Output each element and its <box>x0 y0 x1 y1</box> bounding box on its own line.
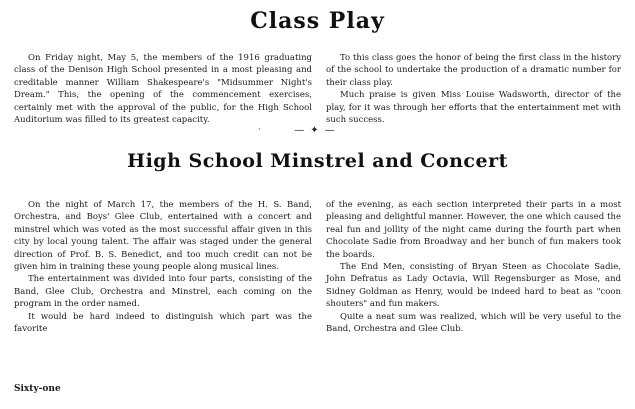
paragraph: On Friday night, May 5, the members of the 1916 graduating class of the Denison High School presented in a most pleasing and creditable manner William Shakespeare's "Midsummer Night's Dream." This, the opening of the commencement exercises, certainly met with the approval of the public, for the High School Auditorium was filled to its greatest capacity. <box>14 53 312 126</box>
paragraph: of the evening, as each section interpreted their parts in a most pleasing and delightful manner. However, the one which caused the real fun and jollity of the night came during the fourth part when Chocolate Sadie from Broadway and her bunch of fun makers took the boards. <box>326 200 621 260</box>
minstrel-left-column <box>14 199 312 335</box>
section-divider: —✦— <box>294 125 341 136</box>
page-number: Sixty-one <box>14 384 61 394</box>
stray-mark: · <box>258 125 261 134</box>
paragraph: The entertainment was divided into four parts, consisting of the Band, Glee Club, Orchestra and Minstrel, each coming on the program in the order named. <box>14 274 312 310</box>
class-play-heading: Class Play <box>250 8 385 34</box>
class-play-left-column <box>14 52 312 126</box>
minstrel-concert-heading: High School Minstrel and Concert <box>127 150 508 172</box>
paragraph: On the night of March 17, the members of the H. S. Band, Orchestra, and Boys' Glee Club, entertained with a concert and minstrel which was voted as the most successful affair given in this city by local young talent. The affair was staged under the general direction of Prof. B. S. Benedict, and too much credit can not be given him in training these young people along musical lines. <box>14 200 312 273</box>
paragraph: Quite a neat sum was realized, which will be very useful to the Band, Orchestra and Glee Club. <box>326 311 621 335</box>
paragraph: Much praise is given Miss Louise Wadsworth, director of the play, for it was through her efforts that the entertainment met with such success. <box>326 90 621 126</box>
paragraph: It would be hard indeed to distinguish which part was the favorite <box>14 311 312 335</box>
paragraph: To this class goes the honor of being the first class in the history of the school to undertake the production of a dramatic number for their class play. <box>326 53 621 88</box>
minstrel-right-column <box>326 199 621 335</box>
paragraph: The End Men, consisting of Bryan Steen as Chocolate Sadie, John Defratus as Lady Octavia, Will Regensburger as Mose, and Sidney Goldman as Henry, would be indeed hard to beat as "coon shouters" and fun makers. <box>326 262 621 310</box>
class-play-right-column <box>326 52 621 126</box>
